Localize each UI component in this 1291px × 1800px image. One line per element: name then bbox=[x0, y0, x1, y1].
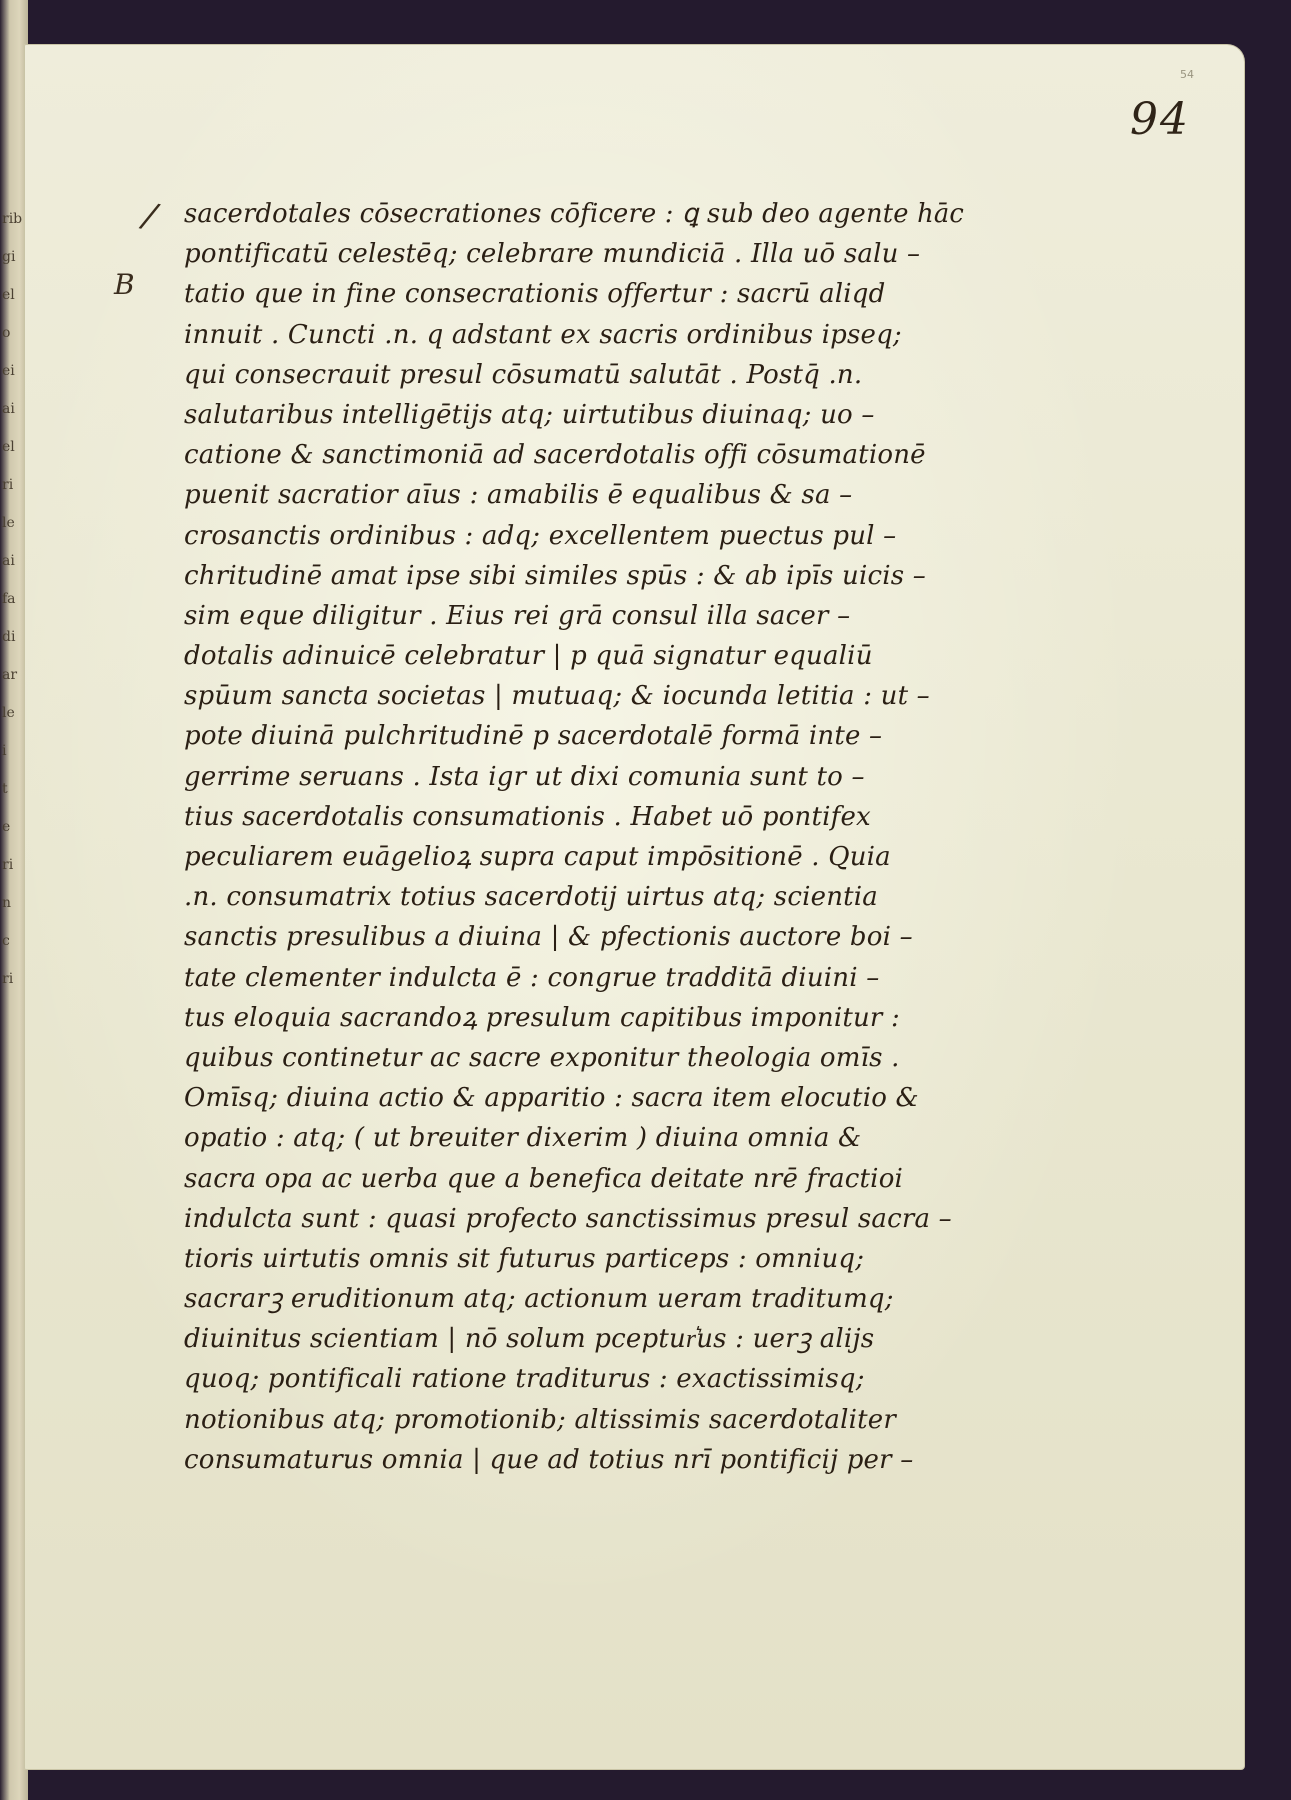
text-line: innuit . Cuncti .n. q adstant ex sacris ordinibus ipseq; bbox=[184, 319, 902, 350]
previous-page-fragment: ri bbox=[2, 857, 14, 873]
text-line: tate clementer indulcta ē : congrue tradditā diuini – bbox=[184, 962, 880, 993]
previous-page-fragment: el bbox=[2, 439, 15, 455]
text-line: sacrarꝫ eruditionum atq; actionum ueram traditumq; bbox=[184, 1284, 894, 1315]
text-line: pote diuinā pulchritudinē p sacerdotalē formā inte – bbox=[184, 721, 883, 752]
previous-page-fragment: ei bbox=[2, 363, 15, 379]
text-line: tatio que in fine consecrationis offertur : sacrū aliqd bbox=[184, 279, 886, 310]
text-line: peculiarem euāgelioꝝ supra caput impōsitionē . Quia bbox=[184, 842, 891, 872]
text-line: opatio : atq; ( ut breuiter dixerim ) diuina omnia & bbox=[184, 1123, 862, 1154]
text-line: tius sacerdotalis consumationis . Habet uō pontifex bbox=[184, 801, 871, 832]
previous-page-fragment: di bbox=[2, 629, 16, 645]
previous-page-fragment: e bbox=[2, 819, 11, 835]
text-line: notionibus atq; promotionib; altissimis sacerdotaliter bbox=[184, 1404, 896, 1435]
previous-page-fragment: n bbox=[2, 895, 12, 911]
text-line: chritudinē amat ipse sibi similes spūs : & ab ipīs uicis – bbox=[184, 560, 926, 591]
previous-page-fragment: ai bbox=[2, 401, 15, 417]
text-line: sim eque diligitur . Eius rei grā consul illa sacer – bbox=[184, 600, 851, 631]
previous-page-fragment: ar bbox=[2, 667, 18, 683]
previous-page-fragment: ai bbox=[2, 553, 15, 569]
folio-number: 94 bbox=[1130, 94, 1190, 145]
previous-page-fragment: ri bbox=[2, 477, 14, 493]
previous-page-fragment: le bbox=[2, 705, 15, 721]
text-line: salutaribus intelligētijs atq; uirtutibus diuinaq; uo – bbox=[184, 399, 875, 430]
previous-page-fragment: fa bbox=[2, 591, 16, 607]
text-line: indulcta sunt : quasi profecto sanctissimus presul sacra – bbox=[184, 1203, 952, 1234]
text-line: tioris uirtutis omnis sit futurus particeps : omniuq; bbox=[184, 1243, 865, 1274]
text-line: tus eloquia sacrandoꝝ presulum capitibus imponitur : bbox=[184, 1002, 900, 1033]
text-line: pontificatū celestēq; celebrare mundiciā . Illa uō salu – bbox=[184, 239, 921, 270]
text-line: qui consecrauit presul cōsumatū salutāt . Postq̄ .n. bbox=[184, 359, 863, 390]
text-line: gerrime seruans . Ista igr ut dixi comunia sunt to – bbox=[184, 761, 865, 792]
previous-page-fragment: ri bbox=[2, 971, 14, 987]
folio-pencil-number: 54 bbox=[1180, 68, 1194, 81]
previous-page-fragment: el bbox=[2, 287, 15, 303]
text-line: Omīsq; diuina actio & apparitio : sacra item elocutio & bbox=[184, 1083, 919, 1114]
text-line: crosanctis ordinibus : adq; excellentem puectus pul – bbox=[184, 520, 897, 551]
previous-page-fragment: t bbox=[2, 781, 8, 797]
margin-letter-mark: B bbox=[114, 268, 135, 301]
text-line: consumaturus omnia | que ad totius nrī pontificij per – bbox=[184, 1444, 914, 1475]
text-line: sanctis presulibus a diuina | & pfectionis auctore boi – bbox=[184, 922, 913, 953]
text-line: catione & sanctimoniā ad sacerdotalis offi cōsumationē bbox=[184, 440, 926, 471]
margin-bracket-mark: / bbox=[139, 195, 160, 237]
previous-page-fragment: o bbox=[2, 325, 11, 341]
text-line: diuinitus scientiam | nō solum pceptur͛us : uerꝫ alijs bbox=[184, 1324, 875, 1355]
previous-page-fragment: le bbox=[2, 515, 15, 531]
text-line: sacra opa ac uerba que a benefica deitate nrē fractioi bbox=[184, 1163, 904, 1194]
previous-page-fragment: c bbox=[2, 933, 10, 949]
text-line: .n. consumatrix totius sacerdotij uirtus atq; scientia bbox=[184, 882, 879, 913]
text-line: puenit sacratior aīus : amabilis ē equalibus & sa – bbox=[184, 480, 853, 511]
manuscript-text-block bbox=[184, 194, 964, 1480]
previous-page-fragment: rib bbox=[2, 211, 23, 227]
previous-page-fragment: gi bbox=[2, 249, 16, 265]
previous-page-text-fragments bbox=[2, 200, 26, 1100]
text-line: sacerdotales cōsecrationes cōficere : ꝗ sub deo agente hāc bbox=[184, 199, 965, 229]
text-line: quibus continetur ac sacre exponitur theologia omīs . bbox=[184, 1042, 900, 1073]
text-line: spūum sancta societas | mutuaq; & iocunda letitia : ut – bbox=[184, 681, 930, 712]
previous-page-fragment: i bbox=[2, 743, 7, 759]
text-line: dotalis adinuicē celebratur | p quā signatur equaliū bbox=[184, 641, 873, 672]
text-line: quoq; pontificali ratione traditurus : exactissimisq; bbox=[184, 1364, 865, 1395]
